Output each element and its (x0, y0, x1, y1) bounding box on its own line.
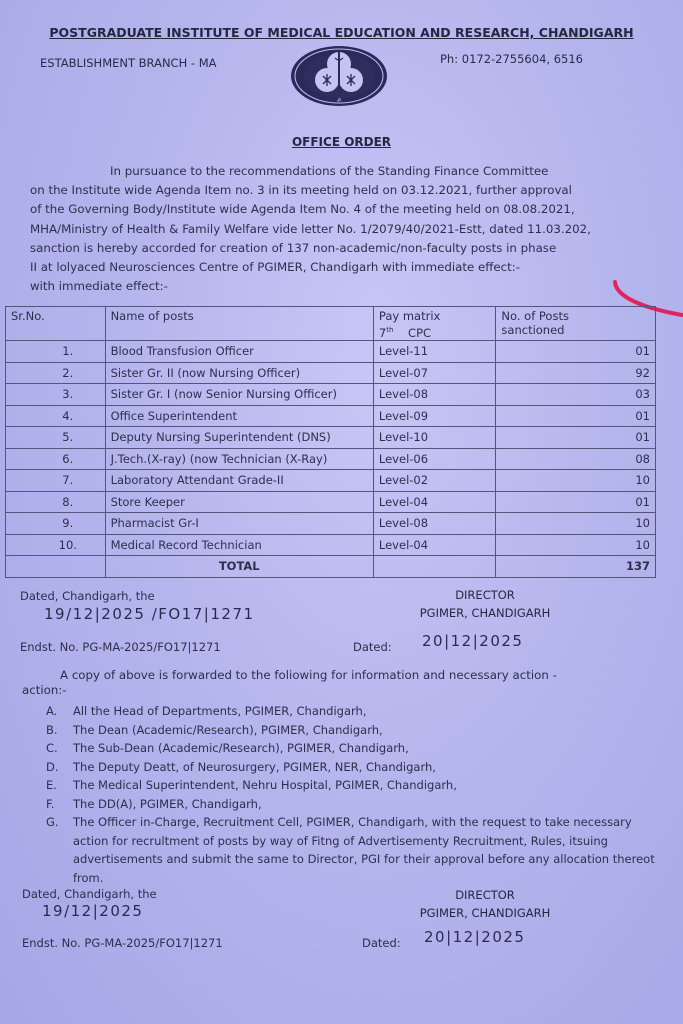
table-row (6, 341, 656, 363)
cell-pay-level: Level-02 (373, 470, 496, 492)
cell-sr: 2. (6, 362, 106, 384)
item-text: The Sub-Dean (Academic/Research), PGIMER, Chandigarh, (73, 741, 409, 755)
cell-post-name: Sister Gr. I (now Senior Nursing Officer) (105, 384, 373, 406)
dated-label: Dated, Chandigarh, the (20, 589, 155, 603)
table-row (6, 384, 656, 406)
branch-label: ESTABLISHMENT BRANCH - MA (40, 56, 217, 70)
cell-post-name: Laboratory Attendant Grade-II (105, 470, 373, 492)
item-letter: B. (46, 722, 58, 737)
item-letter: G. (46, 815, 59, 829)
list-item (46, 721, 656, 740)
cell-total-empty (6, 556, 106, 578)
list-item (46, 813, 656, 887)
cell-post-name: Blood Transfusion Officer (105, 341, 373, 363)
cell-posts-count: 01 (496, 427, 656, 449)
cell-pay-level: Level-06 (373, 448, 496, 470)
paragraph-line: of the Governing Body/Institute wide Agenda Item No. 4 of the meeting held on 08.08.2021, (30, 202, 575, 217)
forwarding-note (22, 668, 662, 698)
posts-table (5, 306, 656, 578)
pay-matrix-line2 (379, 323, 491, 340)
header-sr-no: Sr.No. (6, 307, 106, 341)
cell-posts-count: 92 (496, 362, 656, 384)
recipient-list (46, 702, 656, 887)
order-paragraph (30, 162, 670, 296)
paragraph-line: MHA/Ministry of Health & Family Welfare vide letter No. 1/2079/40/2021-Estt, dated 11.03.202, (30, 221, 591, 236)
table-row (6, 427, 656, 449)
cell-sr: 1. (6, 341, 106, 363)
cell-sr: 8. (6, 491, 106, 513)
header-post-name: Name of posts (105, 307, 373, 341)
item-text: The Deputy Deatt, of Neurosurgery, PGIMER, NER, Chandigarh, (73, 759, 436, 774)
table-row (6, 362, 656, 384)
dated-label-2: Dated, Chandigarh, the (22, 887, 157, 901)
list-item (46, 758, 656, 777)
cell-post-name: Deputy Nursing Superintendent (DNS) (105, 427, 373, 449)
item-letter: E. (46, 778, 57, 792)
paragraph-line: with immediate effect:- (30, 279, 168, 294)
table-row (6, 405, 656, 427)
table-row (6, 448, 656, 470)
paragraph-line: on the Institute wide Agenda Item no. 3 in its meeting held on 03.12.2021, further approval (30, 183, 572, 198)
cell-pay-level: Level-04 (373, 491, 496, 513)
list-item (46, 739, 656, 758)
handwritten-date-2: 19/12|2025 (42, 902, 144, 920)
cell-post-name: Pharmacist Gr-I (105, 513, 373, 535)
total-value: 137 (496, 556, 656, 578)
signatory-block-2 (390, 888, 580, 920)
posts-header-line1: No. of Posts (501, 309, 569, 323)
cell-pay-level: Level-07 (373, 362, 496, 384)
institute-title (0, 25, 683, 40)
item-text: The Dean (Academic/Research), PGIMER, Chandigarh, (73, 722, 383, 737)
cell-sr: 4. (6, 405, 106, 427)
forwarding-line1: A copy of above is forwarded to the foliowing for information and necessary action - (60, 668, 557, 682)
cell-posts-count: 01 (496, 491, 656, 513)
item-text: The DD(A), PGIMER, Chandigarh, (73, 796, 262, 811)
cell-sr: 9. (6, 513, 106, 535)
cell-posts-count: 10 (496, 534, 656, 556)
item-letter: D. (46, 759, 59, 774)
list-item (46, 702, 656, 721)
cpc-label: CPC (408, 325, 432, 340)
total-label: TOTAL (105, 556, 373, 578)
cell-posts-count: 10 (496, 470, 656, 492)
header-pay-matrix (373, 307, 496, 341)
cell-pay-level: Level-08 (373, 513, 496, 535)
paragraph-line: sanction is hereby accorded for creation of 137 non-academic/non-faculty posts in phase (30, 240, 557, 255)
table-row (6, 513, 656, 535)
cell-post-name: Store Keeper (105, 491, 373, 513)
signatory-block (390, 588, 580, 620)
item-text: The Officer in-Charge, Recruitment Cell, PGIMER, Chandigarh, with the request to take necessary action for recrultment of posts by way of Fitng of Advertisementy Recruitment, Rules, itsuing advertisements and submit the same to Director, PGI for their approval before any allocation thereot from. (73, 815, 655, 885)
posts-header-line2: sanctioned (501, 323, 565, 337)
cell-sr: 3. (6, 384, 106, 406)
cell-total-pay-empty (373, 556, 496, 578)
table-row (6, 534, 656, 556)
item-letter: C. (46, 741, 58, 755)
institute-name: POSTGRADUATE INSTITUTE OF MEDICAL EDUCATION AND RESEARCH, CHANDIGARH (49, 25, 634, 40)
header-posts-sanctioned (496, 307, 656, 341)
cell-sr: 6. (6, 448, 106, 470)
handwritten-date-ref: 19/12|2025 /FO17|1271 (44, 605, 255, 623)
cell-post-name: Office Superintendent (105, 405, 373, 427)
item-text: The Medical Superintendent, Nehru Hospital, PGIMER, Chandigarh, (73, 778, 457, 792)
pay-matrix-line1: Pay matrix (378, 309, 441, 323)
cell-posts-count: 10 (496, 513, 656, 535)
list-item (46, 776, 656, 795)
handwritten-date2: 20|12|2025 (422, 632, 524, 650)
cell-post-name: Medical Record Technician (105, 534, 373, 556)
director-org-2: PGIMER, CHANDIGARH (419, 906, 551, 920)
cell-posts-count: 08 (496, 448, 656, 470)
cell-sr: 10. (6, 534, 106, 556)
table-row (6, 470, 656, 492)
cell-posts-count: 03 (496, 384, 656, 406)
cell-pay-level: Level-10 (373, 427, 496, 449)
item-letter: A. (46, 704, 58, 718)
cell-post-name: J.Tech.(X-ray) (now Technician (X-Ray) (105, 448, 373, 470)
office-order-title: OFFICE ORDER (291, 135, 392, 149)
cpc-suffix: th (386, 326, 394, 334)
cell-pay-level: Level-11 (373, 341, 496, 363)
cell-pay-level: Level-08 (373, 384, 496, 406)
cell-posts-count: 01 (496, 341, 656, 363)
paragraph-line: In pursuance to the recommendations of the Standing Finance Committee (110, 164, 549, 178)
cell-post-name: Sister Gr. II (now Nursing Officer) (105, 362, 373, 384)
cell-posts-count: 01 (496, 405, 656, 427)
svg-text:ॐ: ॐ (336, 98, 342, 104)
endorsement-number: Endst. No. PG-MA-2025/FO17|1271 (20, 640, 221, 654)
director-title: DIRECTOR (455, 588, 515, 602)
cpc-number: 7 (378, 325, 387, 340)
list-item (46, 795, 656, 814)
table-header-row (6, 307, 656, 341)
endorsement-number-2: Endst. No. PG-MA-2025/FO17|1271 (22, 936, 223, 950)
paragraph-line: II at lolyaced Neurosciences Centre of PGIMER, Chandigarh with immediate effect:- (30, 260, 520, 275)
institute-emblem-icon (289, 44, 389, 108)
director-title-2: DIRECTOR (455, 888, 515, 902)
table-total-row (6, 556, 656, 578)
dated2-label-2: Dated: (362, 936, 401, 950)
phone-number: Ph: 0172-2755604, 6516 (440, 52, 583, 66)
forwarding-line2: action:- (22, 683, 67, 697)
cell-sr: 5. (6, 427, 106, 449)
item-text: All the Head of Departments, PGIMER, Chandigarh, (73, 704, 367, 718)
dated2-label: Dated: (353, 640, 392, 654)
cell-pay-level: Level-09 (373, 405, 496, 427)
director-org: PGIMER, CHANDIGARH (419, 606, 551, 620)
table-row (6, 491, 656, 513)
cell-pay-level: Level-04 (373, 534, 496, 556)
item-letter: F. (46, 796, 55, 811)
handwritten-date2-2: 20|12|2025 (424, 928, 526, 946)
cell-sr: 7. (6, 470, 106, 492)
